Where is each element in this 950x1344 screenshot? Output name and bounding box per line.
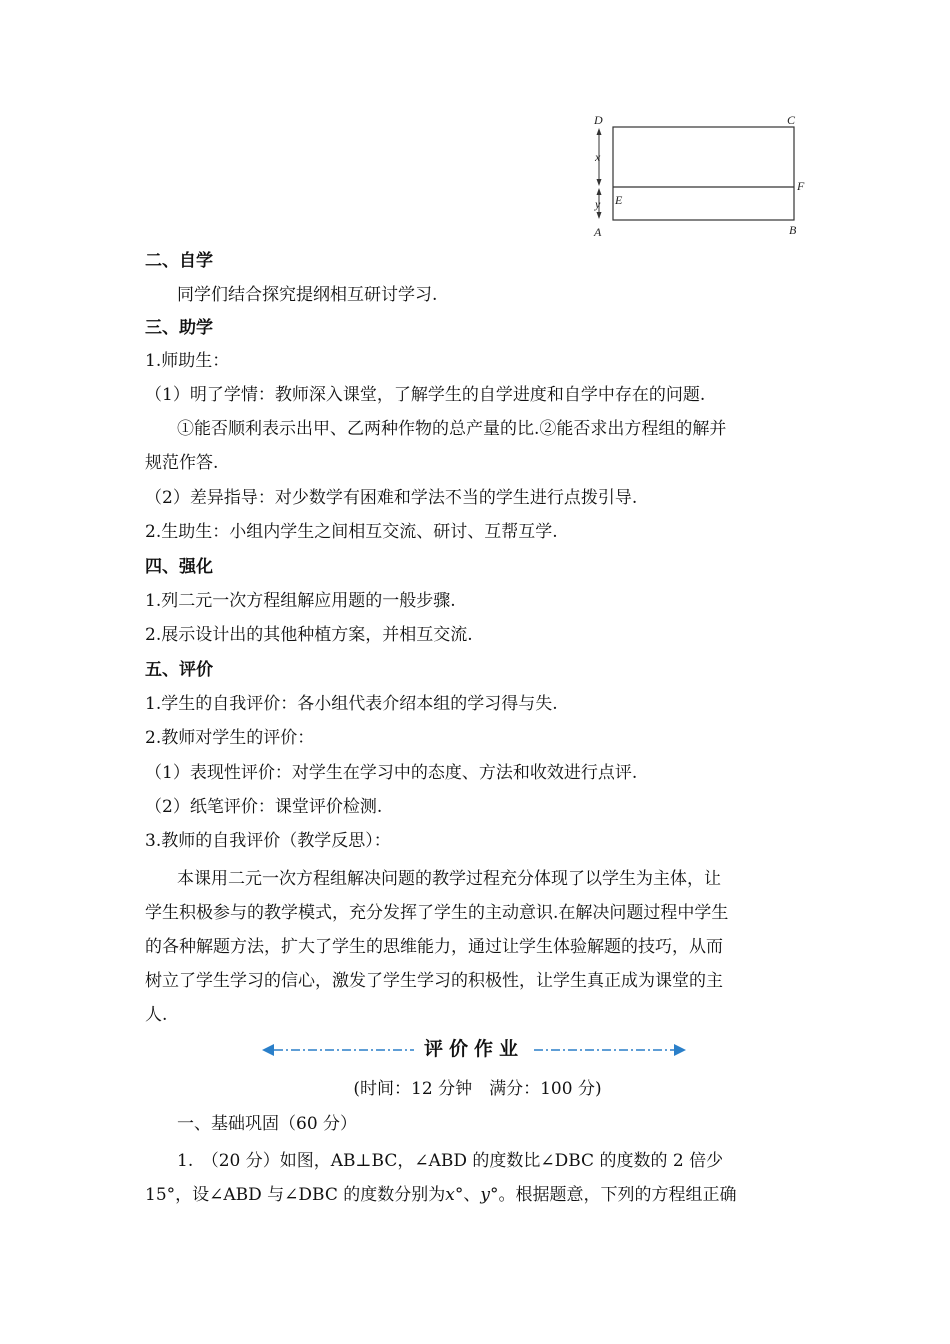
arrow-up-y <box>597 188 602 195</box>
section-title-self-study: 二、自学 <box>145 251 213 271</box>
banner-title: 评价作业 <box>423 1038 524 1060</box>
assist-item-1: 1.师助生： <box>145 351 230 371</box>
assist-item-2: 2.生助生：小组内学生之间相互交流、研讨、互帮互学. <box>145 522 558 542</box>
section-title-assist: 三、助学 <box>145 318 213 338</box>
label-f: F <box>797 179 805 193</box>
arrow-up-x <box>597 128 602 135</box>
strengthen-item-1: 1.列二元一次方程组解应用题的一般步骤. <box>145 591 456 611</box>
section-title-evaluate: 五、评价 <box>145 660 213 680</box>
self-study-text: 同学们结合探究提纲相互研讨学习. <box>177 285 438 305</box>
reflection-line-2: 学生积极参与的教学模式，充分发挥了学生的主动意识.在解决问题过程中学生 <box>145 903 729 923</box>
question-1-separator: °、 <box>454 1185 481 1205</box>
reflection-line-3: 的各种解题方法，扩大了学生的思维能力，通过让学生体验解题的技巧，从而 <box>145 937 723 957</box>
banner-arrow-left <box>262 1044 274 1056</box>
variable-x: x <box>445 1185 455 1205</box>
banner-arrow-right <box>674 1044 686 1056</box>
assist-item-1-1: （1）明了学情：教师深入课堂，了解学生的自学进度和自学中存在的问题. <box>145 385 706 405</box>
label-a: A <box>594 225 602 239</box>
question-1-text-a: 15°，设∠ABD 与∠DBC 的度数分别为 <box>145 1185 446 1205</box>
rectangle-abcd <box>613 127 794 220</box>
label-e: E <box>615 193 623 207</box>
evaluate-item-3: 3.教师的自我评价（教学反思）： <box>145 831 391 851</box>
evaluate-item-2-1: （1）表现性评价：对学生在学习中的态度、方法和收效进行点评. <box>145 763 638 783</box>
evaluate-item-2: 2.教师对学生的评价： <box>145 728 315 748</box>
assist-item-1-1-detail: ①能否顺利表示出甲、乙两种作物的总产量的比.②能否求出方程组的解并 <box>177 419 727 439</box>
arrow-down-y <box>597 212 602 219</box>
section-title-strengthen: 四、强化 <box>145 557 213 577</box>
assist-item-1-1-detail-cont: 规范作答. <box>145 453 219 473</box>
arrow-down-x <box>597 179 602 186</box>
question-1-line-2 <box>145 1184 810 1206</box>
evaluate-item-2-2: （2）纸笔评价：课堂评价检测. <box>145 797 383 817</box>
question-1-text-b: °。根据题意，下列的方程组正确 <box>489 1185 737 1205</box>
evaluate-item-1: 1.学生的自我评价：各小组代表介绍本组的学习得与失. <box>145 694 558 714</box>
homework-part-1: 一、基础巩固（60 分） <box>177 1114 358 1134</box>
assist-item-1-2: （2）差异指导：对少数学有困难和学法不当的学生进行点拨引导. <box>145 488 638 508</box>
label-c: C <box>787 113 796 127</box>
question-1-line-1: 1. （20 分）如图，AB⊥BC，∠ABD 的度数比∠DBC 的度数的 2 倍少 <box>177 1151 724 1171</box>
rectangle-figure <box>586 108 816 248</box>
reflection-line-5: 人. <box>145 1005 168 1025</box>
label-d: D <box>594 113 603 127</box>
label-b: B <box>789 223 797 237</box>
label-y: y <box>595 197 601 211</box>
reflection-line-1: 本课用二元一次方程组解决问题的教学过程充分体现了以学生为主体，让 <box>177 869 721 889</box>
variable-y: y <box>480 1185 490 1205</box>
homework-meta: (时间：12 分钟 满分：100 分) <box>353 1079 602 1099</box>
strengthen-item-2: 2.展示设计出的其他种植方案，并相互交流. <box>145 625 473 645</box>
label-x: x <box>595 150 601 164</box>
reflection-line-4: 树立了学生学习的信心，激发了学生学习的积极性，让学生真正成为课堂的主 <box>145 971 723 991</box>
